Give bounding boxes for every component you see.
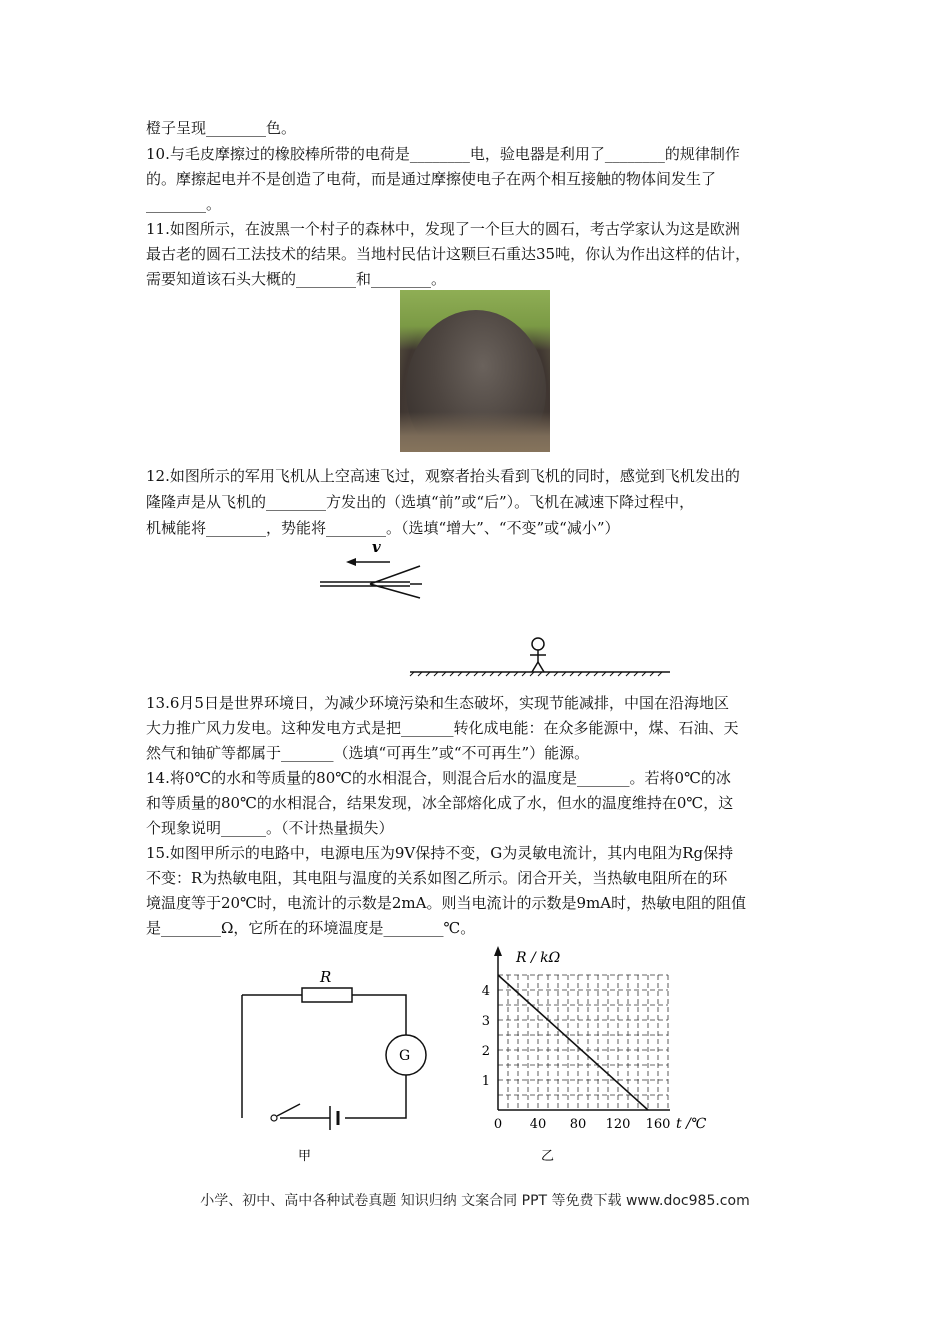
resistance-temperature-chart bbox=[470, 940, 720, 1170]
velocity-label: v bbox=[372, 538, 381, 556]
question-11: 11.如图所示，在波黑一个村子的森林中，发现了一个巨大的圆石，考古学家认为这是欧洲 bbox=[146, 220, 740, 238]
text-line: 个现象说明______。（不计热量损失） bbox=[146, 819, 394, 837]
text-line: 橙子呈现________色。 bbox=[146, 119, 297, 137]
x-tick-label: 80 bbox=[569, 1117, 587, 1132]
text-line: 不变：R为热敏电阻，其电阻与温度的关系如图乙所示。闭合开关，当热敏电阻所在的环 bbox=[146, 869, 728, 887]
text-line: 隆隆声是从飞机的________方发出的（选填“前”或“后”）。飞机在减速下降过程中， bbox=[146, 493, 695, 511]
observer-icon bbox=[530, 638, 546, 672]
question-12: 12.如图所示的军用飞机从上空高速飞过，观察者抬头看到飞机的同时，感觉到飞机发出的 bbox=[146, 467, 740, 485]
text-line: 是________Ω，它所在的环境温度是________℃。 bbox=[146, 919, 476, 937]
question-13: 13.6月5日是世界环境日，为减少环境污染和生态破坏，实现节能减排，中国在沿海地区 bbox=[146, 694, 729, 712]
text-line: 的。摩擦起电并不是创造了电荷，而是通过摩擦使电子在两个相互接触的物体间发生了 bbox=[146, 170, 717, 188]
y-tick-label: 3 bbox=[481, 1014, 490, 1029]
text-line: 需要知道该石头大概的________和________。 bbox=[146, 270, 447, 288]
question-10: 10.与毛皮摩擦过的橡胶棒所带的电荷是________电，验电器是利用了________的规律制作 bbox=[146, 145, 740, 163]
resistor-label: R bbox=[320, 968, 332, 986]
x-tick-label: 40 bbox=[529, 1117, 547, 1132]
circuit-caption: 甲 bbox=[298, 1149, 312, 1164]
resistor-symbol bbox=[302, 988, 352, 1002]
text-line: 机械能将________，势能将________。（选填“增大”、“不变”或“减小”） bbox=[146, 519, 620, 537]
chart-caption: 乙 bbox=[541, 1149, 555, 1164]
y-tick-label: 1 bbox=[481, 1074, 490, 1089]
question-15: 15.如图甲所示的电路中，电源电压为9V保持不变，G为灵敏电流计，其内电阻为Rg保持 bbox=[146, 844, 734, 862]
text-line: 大力推广风力发电。这种发电方式是把_______转化成电能：在众多能源中，煤、石油、天 bbox=[146, 719, 739, 737]
text-line: 境温度等于20℃时，电流计的示数是2mA。则当电流计的示数是9mA时，热敏电阻的阻值 bbox=[146, 894, 747, 912]
text-line: 最古老的圆石工法技术的结果。当地村民估计这颗巨石重达35吨，你认为作出这样的估计， bbox=[146, 245, 751, 263]
text-line: 和等质量的80℃的水相混合，结果发现，冰全部熔化成了水，但水的温度维持在0℃，这 bbox=[146, 794, 734, 812]
x-tick-label: 160 bbox=[645, 1117, 671, 1132]
text-line: 然气和铀矿等都属于_______（选填“可再生”或“不可再生”）能源。 bbox=[146, 744, 590, 762]
plane-observer-figure bbox=[310, 538, 690, 678]
circuit-diagram bbox=[230, 960, 430, 1170]
meter-label: G bbox=[399, 1048, 411, 1064]
y-tick-label: 2 bbox=[481, 1044, 490, 1059]
question-14: 14.将0℃的水和等质量的80℃的水相混合，则混合后水的温度是_______。若将0℃的冰 bbox=[146, 769, 731, 787]
y-axis-label: R / kΩ bbox=[516, 950, 561, 966]
boulder-photo bbox=[400, 290, 550, 452]
y-tick-label: 4 bbox=[481, 984, 490, 999]
x-tick-label: 120 bbox=[605, 1117, 631, 1132]
x-tick-label: 0 bbox=[493, 1117, 503, 1132]
page-footer: 小学、初中、高中各种试卷真题 知识归纳 文案合同 PPT 等免费下载 www.doc985.com bbox=[200, 1193, 750, 1209]
x-axis-label: t /℃ bbox=[676, 1116, 707, 1132]
series-line bbox=[498, 975, 648, 1110]
text-line: ________。 bbox=[146, 195, 222, 213]
